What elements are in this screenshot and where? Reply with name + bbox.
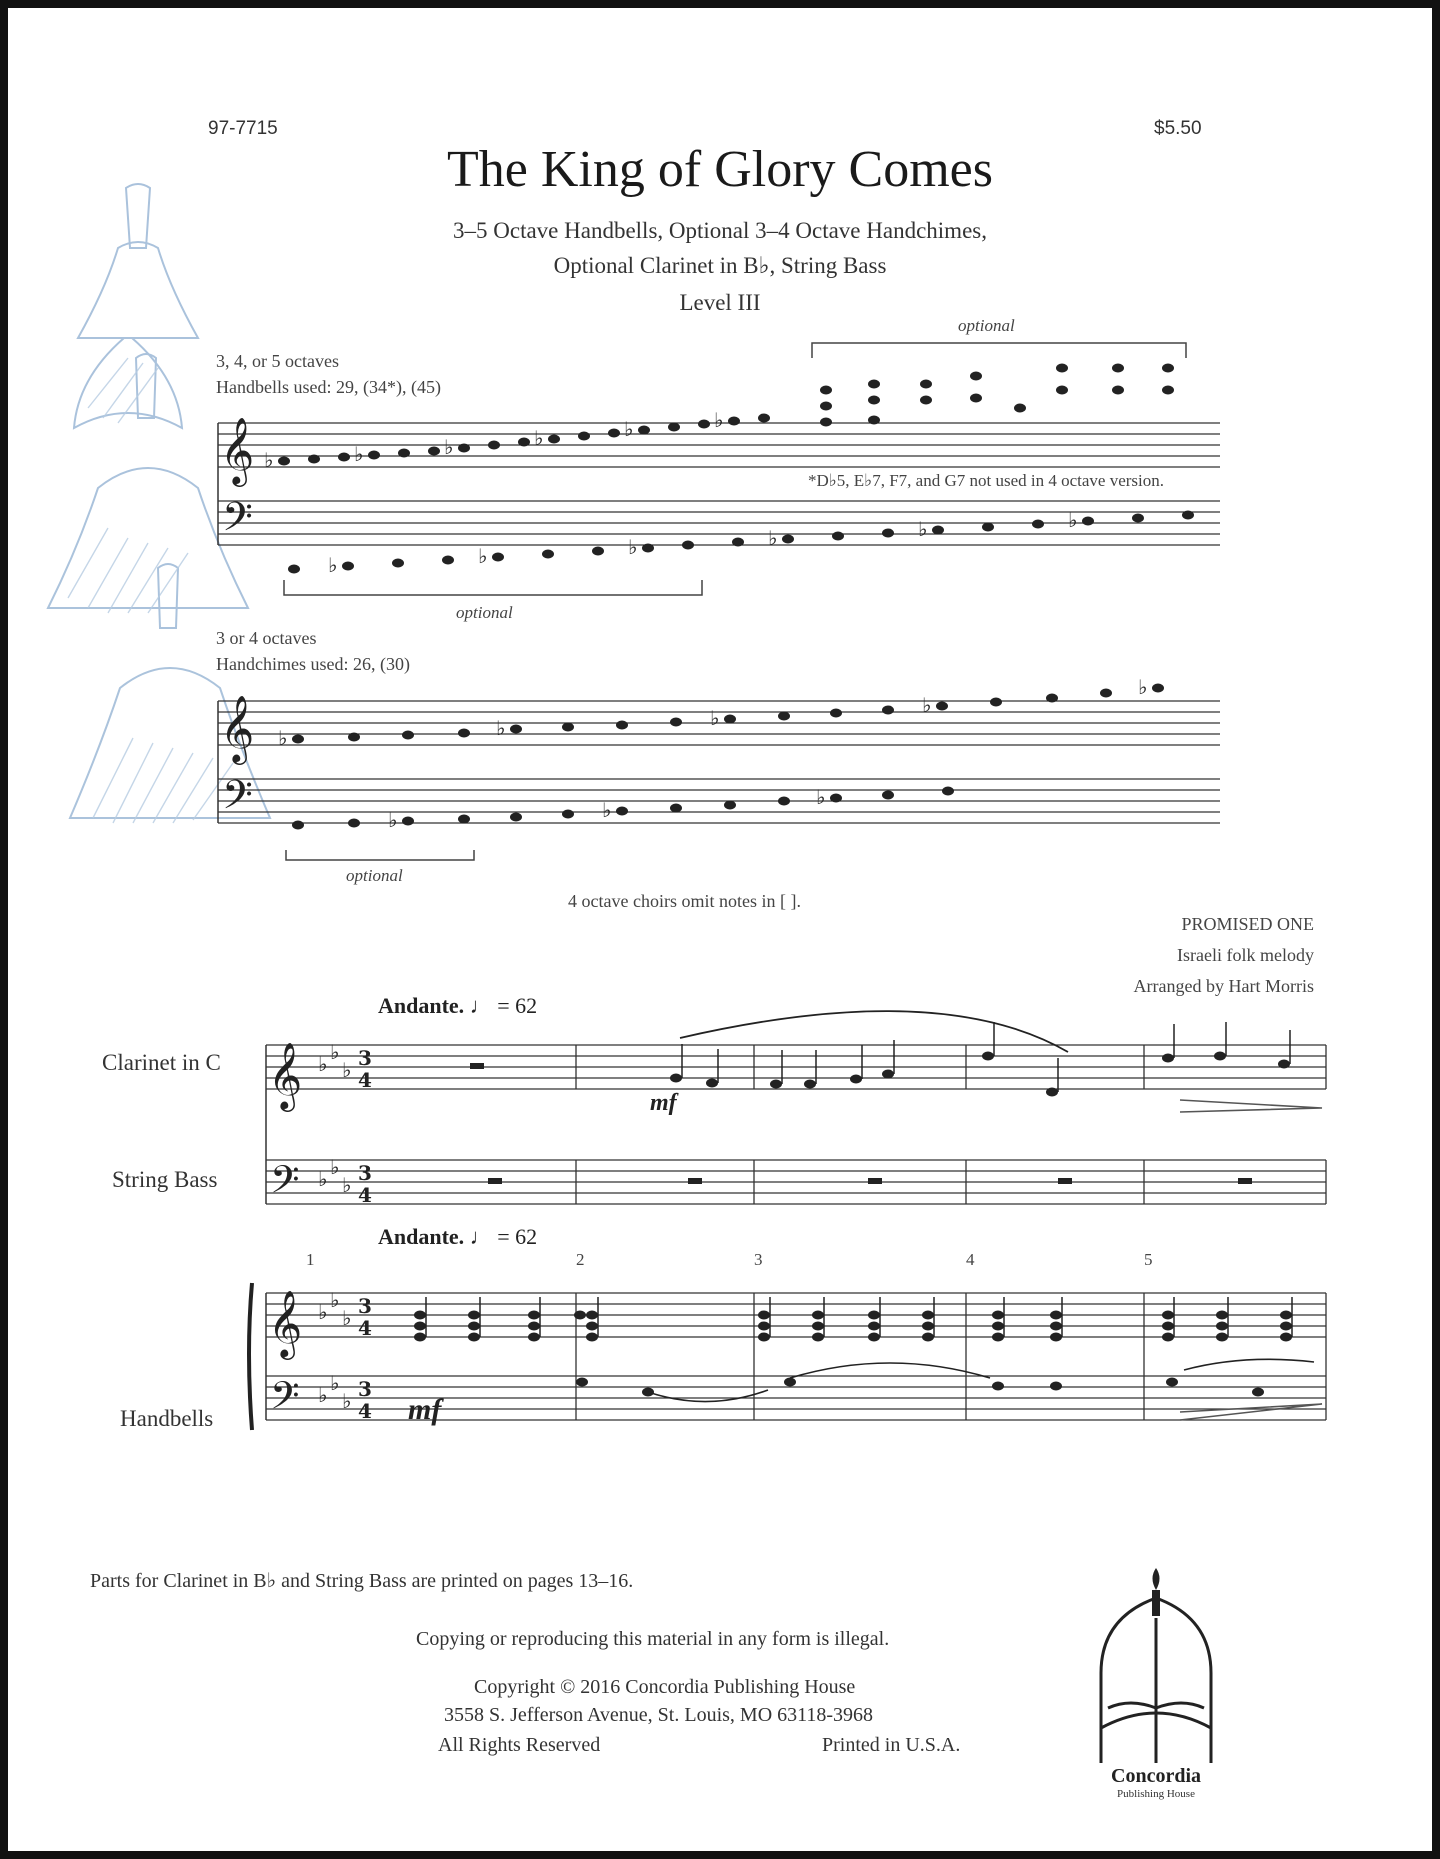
time-signature: 4 — [358, 1183, 372, 1207]
bass-clef: 𝄢 — [222, 772, 253, 828]
flat-sign: ♭ — [624, 417, 634, 441]
treble-clef: 𝄞 — [220, 694, 255, 762]
flat-sign: ♭ — [602, 798, 612, 822]
treble-clef: 𝄞 — [268, 1289, 303, 1357]
catalog-number: 97-7715 — [208, 118, 278, 139]
flat-sign: ♭ — [478, 544, 488, 568]
tempo-value: ♩ = 62 — [469, 993, 538, 1018]
tempo-word: Andante. — [378, 993, 465, 1018]
instrumentation-line-1: 3–5 Octave Handbells, Optional 3–4 Octave Handchimes, — [453, 218, 987, 243]
bells-octaves-label: 3, 4, or 5 octaves — [216, 351, 339, 371]
flat-sign: ♭ — [534, 426, 544, 450]
dynamic-clarinet: mf — [650, 1090, 677, 1116]
flat-sign: ♭ — [922, 693, 932, 717]
flat-sign: ♭ — [318, 1052, 328, 1076]
flat-sign: ♭ — [1138, 675, 1148, 699]
difficulty-level: Level III — [679, 290, 761, 315]
optional-chimes-label: optional — [346, 866, 403, 885]
flat-sign: ♭ — [918, 517, 928, 541]
measure-number: 1 — [306, 1250, 315, 1269]
flat-sign: ♭ — [1068, 508, 1078, 532]
publisher-address: 3558 S. Jefferson Avenue, St. Louis, MO 63118-3968 — [444, 1704, 874, 1726]
flat-sign: ♭ — [714, 408, 724, 432]
time-signature: 4 — [358, 1316, 372, 1340]
flat-sign: ♭ — [330, 1371, 340, 1395]
flat-sign: ♭ — [628, 535, 638, 559]
arranger-credit: Arranged by Hart Morris — [1133, 976, 1314, 996]
optional-lower-label: optional — [456, 603, 513, 622]
measure-number: 4 — [966, 1250, 975, 1269]
flat-sign: ♭ — [342, 1173, 352, 1197]
measure-number: 3 — [754, 1250, 763, 1269]
treble-clef: 𝄞 — [220, 416, 255, 484]
time-signature: 3 — [358, 1161, 372, 1185]
optional-upper-label: optional — [958, 316, 1015, 335]
flat-sign: ♭ — [318, 1167, 328, 1191]
measure-number: 2 — [576, 1250, 585, 1269]
flat-sign: ♭ — [318, 1383, 328, 1407]
flat-sign: ♭ — [278, 726, 288, 750]
price: $5.50 — [1154, 118, 1202, 139]
copying-warning: Copying or reproducing this material in any form is illegal. — [416, 1628, 890, 1650]
flat-sign: ♭ — [710, 706, 720, 730]
bells-used-label: Handbells used: 29, (34*), (45) — [216, 377, 441, 397]
flat-sign: ♭ — [342, 1306, 352, 1330]
bass-clef: 𝄢 — [270, 1373, 300, 1427]
time-signature: 4 — [358, 1399, 372, 1423]
chimes-octaves-label: 3 or 4 octaves — [216, 628, 317, 648]
choir-note: 4 octave choirs omit notes in [ ]. — [568, 891, 801, 911]
bass-clef: 𝄢 — [222, 494, 253, 550]
instrument-string-bass: String Bass — [112, 1167, 218, 1192]
flat-sign: ♭ — [318, 1300, 328, 1324]
tempo-word: Andante. — [378, 1224, 465, 1249]
time-signature: 4 — [358, 1068, 372, 1092]
parts-note: Parts for Clarinet in B♭ and String Bass are printed on pages 13–16. — [90, 1570, 634, 1592]
bells-footnote: *D♭5, E♭7, F7, and G7 not used in 4 octave version. — [808, 471, 1164, 490]
dynamic-handbells: mf — [408, 1393, 442, 1426]
concordia-logo-icon — [8, 8, 1440, 1859]
instrument-clarinet: Clarinet in C — [102, 1050, 221, 1075]
time-signature: 3 — [358, 1294, 372, 1318]
page-title: The King of Glory Comes — [447, 141, 993, 198]
flat-sign: ♭ — [768, 526, 778, 550]
bass-clef: 𝄢 — [270, 1157, 300, 1211]
measure-number: 5 — [1144, 1250, 1153, 1269]
copyright-line: Copyright © 2016 Concordia Publishing House — [474, 1676, 856, 1698]
time-signature: 3 — [358, 1046, 372, 1070]
printed-in: Printed in U.S.A. — [822, 1734, 961, 1756]
flat-sign: ♭ — [444, 435, 454, 459]
flat-sign: ♭ — [330, 1155, 340, 1179]
treble-clef: 𝄞 — [268, 1041, 303, 1109]
tune-name: PROMISED ONE — [1181, 914, 1314, 934]
chimes-used-label: Handchimes used: 26, (30) — [216, 654, 410, 674]
flat-sign: ♭ — [330, 1040, 340, 1064]
instrument-handbells: Handbells — [120, 1406, 214, 1431]
time-signature: 3 — [358, 1377, 372, 1401]
flat-sign: ♭ — [496, 716, 506, 740]
flat-sign: ♭ — [330, 1288, 340, 1312]
flat-sign: ♭ — [388, 808, 398, 832]
rights-reserved: All Rights Reserved — [438, 1734, 601, 1756]
tune-origin: Israeli folk melody — [1177, 945, 1314, 965]
flat-sign: ♭ — [342, 1389, 352, 1413]
flat-sign: ♭ — [264, 448, 274, 472]
tempo-value: ♩ = 62 — [469, 1224, 538, 1249]
flat-sign: ♭ — [342, 1058, 352, 1082]
logo-text: Concordia — [1111, 1765, 1201, 1787]
instrumentation-line-2: Optional Clarinet in B♭, String Bass — [553, 253, 887, 278]
flat-sign: ♭ — [354, 442, 364, 466]
logo-subtext: Publishing House — [1117, 1788, 1195, 1800]
flat-sign: ♭ — [328, 553, 338, 577]
flat-sign: ♭ — [816, 785, 826, 809]
